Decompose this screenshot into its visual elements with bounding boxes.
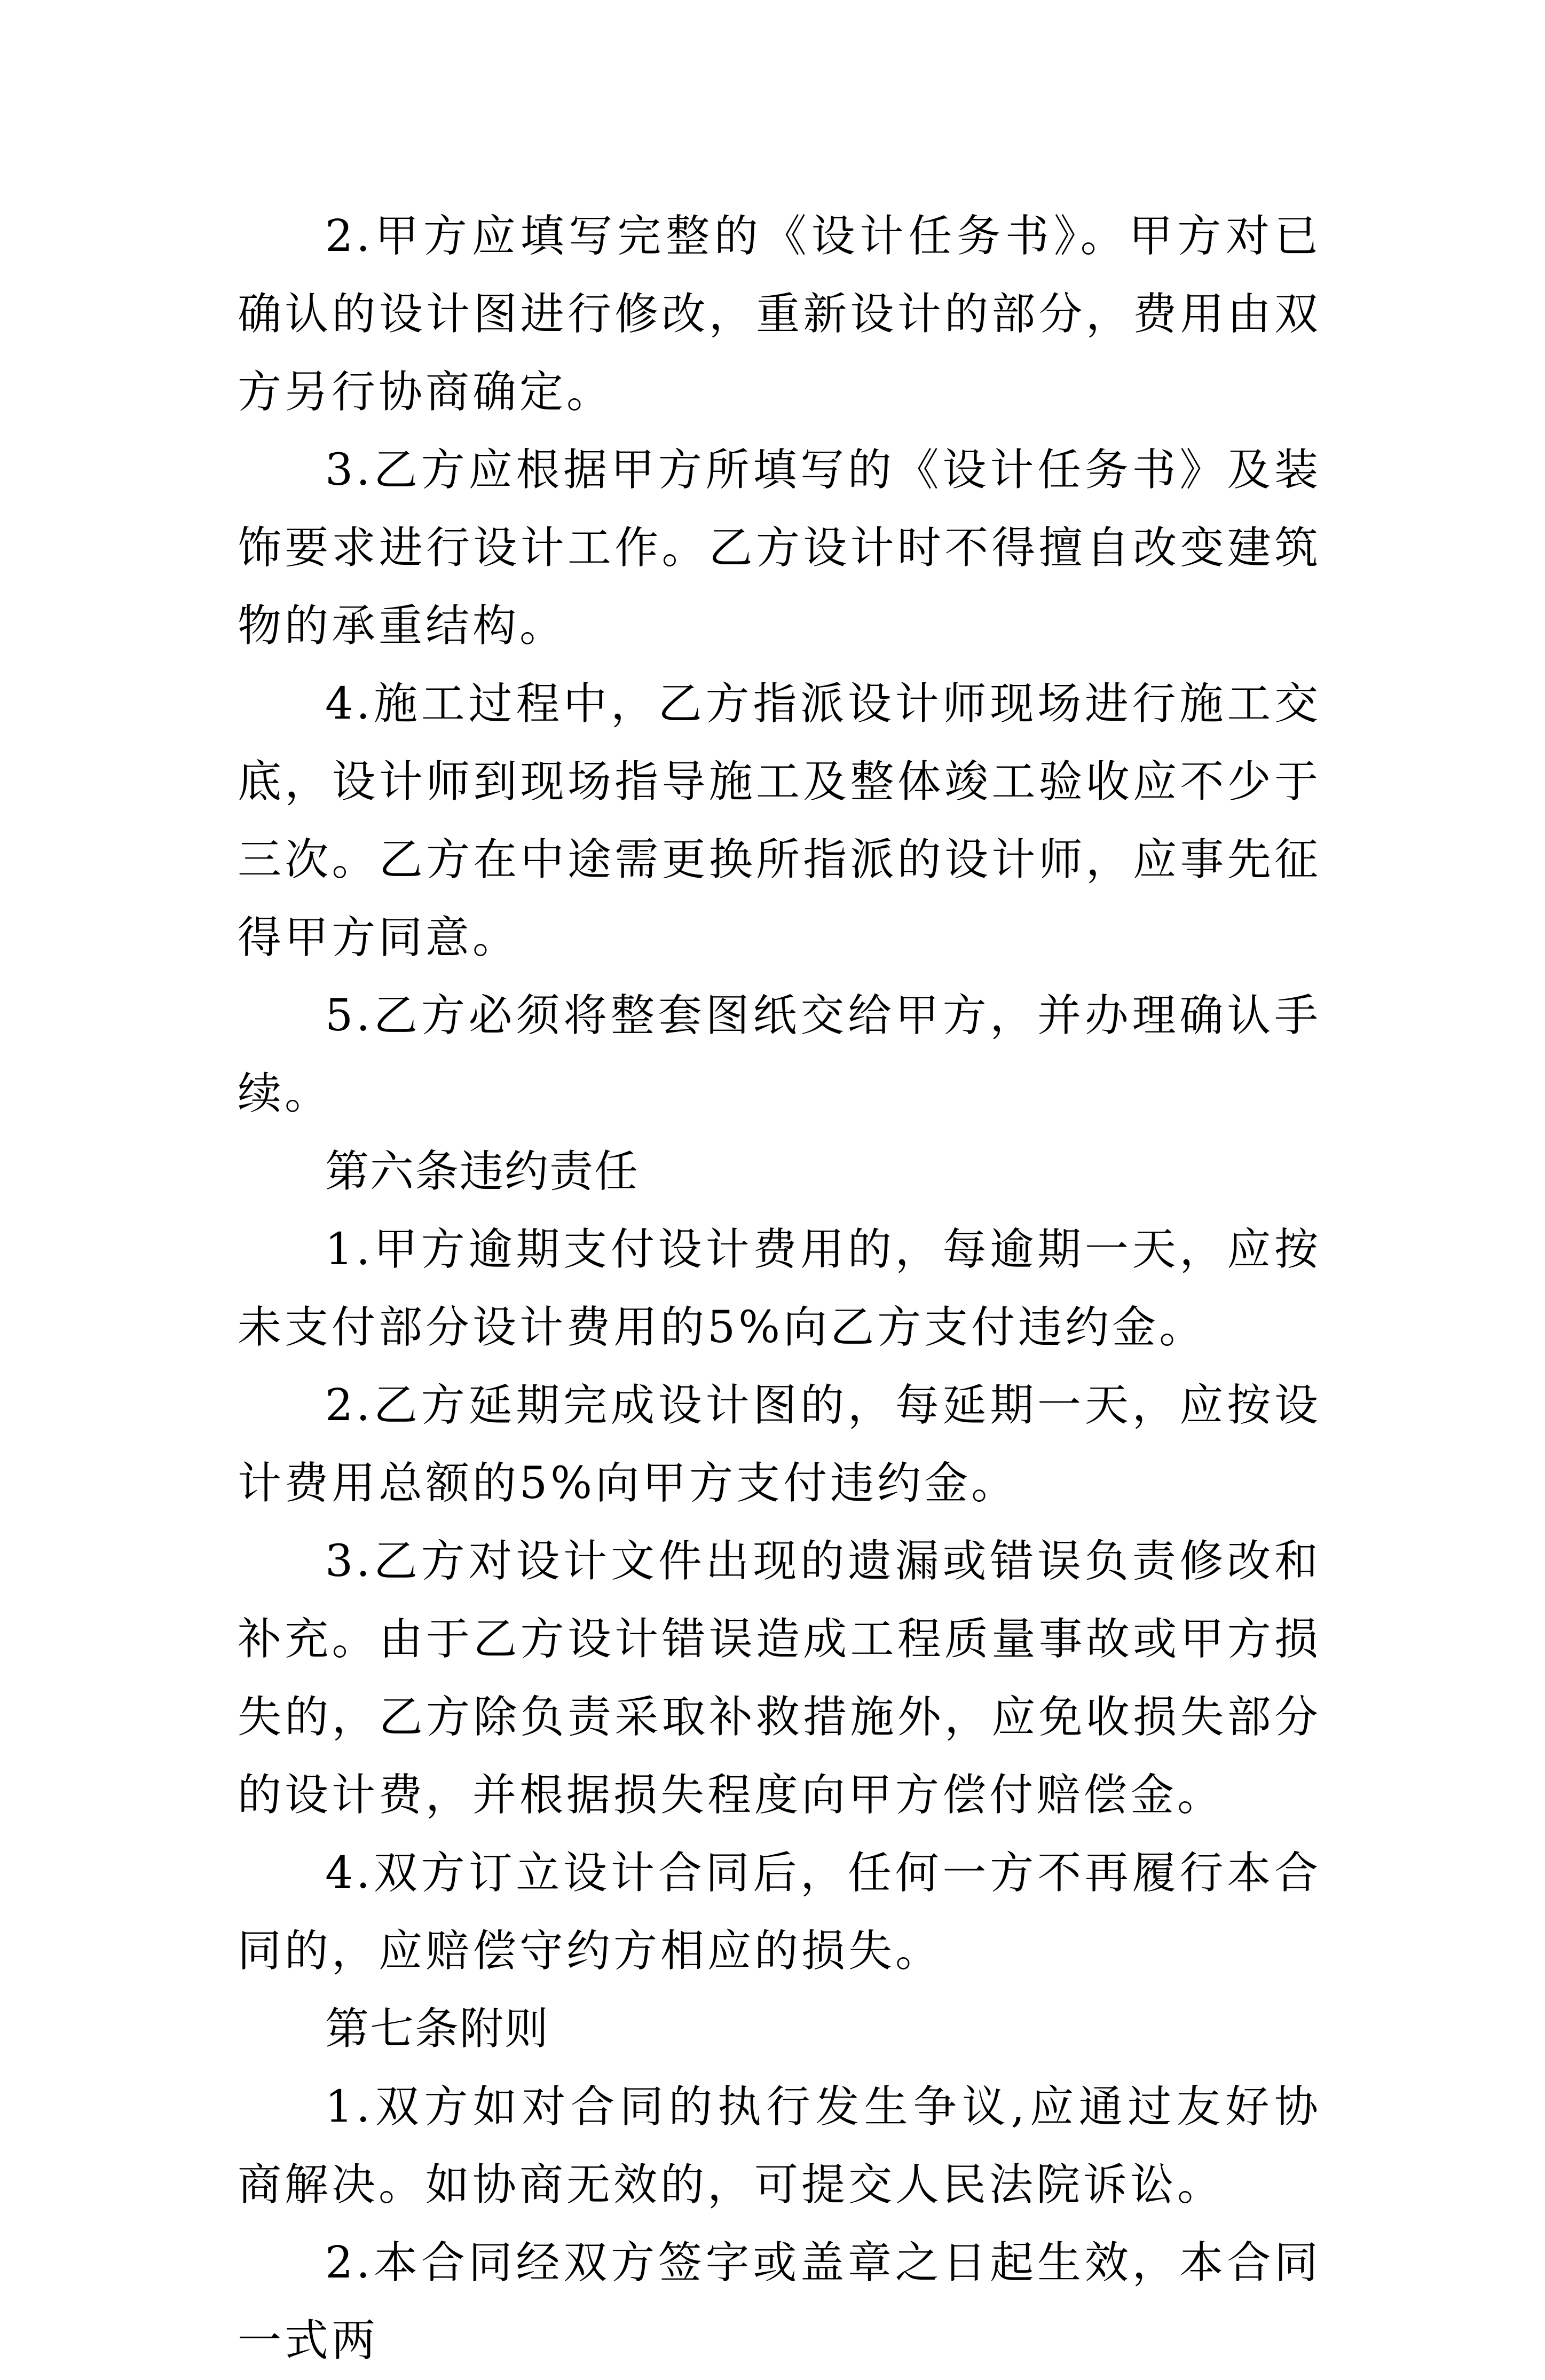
clause-paragraph: 2.本合同经双方签字或盖章之日起生效，本合同一式两 bbox=[238, 2237, 1321, 2366]
clause-paragraph: 2.乙方延期完成设计图的，每延期一天，应按设计费用总额的5%向甲方支付违约金。 bbox=[238, 1380, 1321, 1509]
clause-paragraph: 4.双方订立设计合同后，任何一方不再履行本合同的，应赔偿守约方相应的损失。 bbox=[238, 1848, 1321, 1976]
clause-paragraph: 3.乙方对设计文件出现的遗漏或错误负责修改和补充。由于乙方设计错误造成工程质量事故或甲方损失的，乙方除负责采取补救措施外，应免收损失部分的设计费，并根据损失程度向甲方偿付赔偿金。 bbox=[238, 1536, 1321, 1821]
section-heading: 第七条附则 bbox=[325, 2004, 550, 2054]
clause-paragraph: 4.施工过程中，乙方指派设计师现场进行施工交底，设计师到现场指导施工及整体竣工验收应不少于三次。乙方在中途需更换所指派的设计师，应事先征得甲方同意。 bbox=[238, 679, 1321, 963]
document-page bbox=[238, 198, 1321, 2380]
clause-paragraph: 1.甲方逾期支付设计费用的，每逾期一天，应按未支付部分设计费用的5%向乙方支付违约金。 bbox=[238, 1224, 1321, 1353]
clause-paragraph: 3.乙方应根据甲方所填写的《设计任务书》及装饰要求进行设计工作。乙方设计时不得擅自改变建筑物的承重结构。 bbox=[238, 445, 1321, 651]
clause-paragraph: 2.甲方应填写完整的《设计任务书》。甲方对已确认的设计图进行修改，重新设计的部分，费用由双方另行协商确定。 bbox=[238, 211, 1321, 417]
section-heading: 第六条违约责任 bbox=[325, 1146, 640, 1197]
clause-paragraph: 1.双方如对合同的执行发生争议,应通过友好协商解决。如协商无效的，可提交人民法院诉讼。 bbox=[238, 2082, 1321, 2210]
clause-paragraph: 5.乙方必须将整套图纸交给甲方，并办理确认手续。 bbox=[238, 990, 1321, 1119]
